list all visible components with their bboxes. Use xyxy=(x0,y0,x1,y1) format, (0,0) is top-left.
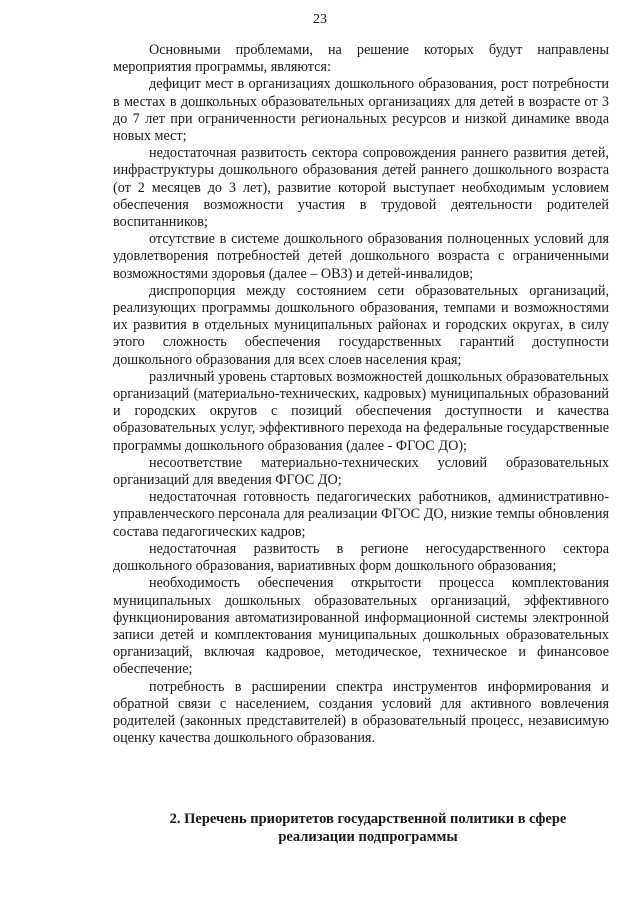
document-body xyxy=(113,42,609,747)
problem-item-deficit-of-places: дефицит мест в организациях дошкольного образования, рост потребности в местах в дошкольных образовательных организациях для детей в возрасте от 3 до 7 лет при ограниченности региональных ресурсов и низкой динамике ввода новых мест; xyxy=(113,76,609,145)
intro-paragraph: Основными проблемами, на решение которых будут направлены мероприятия программы, являются: xyxy=(113,42,609,76)
problem-item-enrollment-transparency: необходимость обеспечения открытости процесса комплектования муниципальных дошкольных образовательных организаций, эффективного функционирования автоматизированной информационной системы электронной записи детей и комплектования муниципальных дошкольных образовательных организаций, включая кадровое, методическое, техническое и финансовое обеспечение; xyxy=(113,575,609,678)
problem-item-feedback-tools: потребность в расширении спектра инструментов информирования и обратной связи с населением, создания условий для активного вовлечения родителей (законных представителей) в образовательный процесс, независимую оценку качества дошкольного образования. xyxy=(113,678,609,747)
section-heading-line-1: 2. Перечень приоритетов государственной политики в сфере xyxy=(169,811,567,827)
problem-item-non-state-sector: недостаточная развитость в регионе негосударственного сектора дошкольного образования, вариативных форм дошкольного образования; xyxy=(113,540,609,575)
problem-item-ovz-conditions: отсутствие в системе дошкольного образования полноценных условий для удовлетворения потребностей детей дошкольного возраста с ограниченными возможностями здоровья (далее – ОВЗ) и детей-инвалидов; xyxy=(113,231,609,282)
problem-item-staff-readiness: недостаточная готовность педагогических работников, административно-управленческого персонала для реализации ФГОС ДО, низкие темпы обновления состава педагогических кадров; xyxy=(113,489,609,540)
problem-item-material-conditions: несоответствие материально-технических условий образовательных организаций для введения ФГОС ДО; xyxy=(113,454,609,489)
problem-item-early-development: недостаточная развитость сектора сопровождения раннего развития детей, инфраструктуры дошкольного образования детей раннего дошкольного возраста (от 2 месяцев до 3 лет), развитие которой выступает необходимым условием обеспечения возможности участия в трудовой деятельности родителей воспитанников; xyxy=(113,145,609,231)
section-heading xyxy=(113,810,623,846)
problem-item-starting-opportunities: различный уровень стартовых возможностей дошкольных образовательных организаций (материально-технических, кадровых) муниципальных образований и городских округов с позиций обеспечения доступности и качества образовательных услуг, эффективного перехода на федеральные государственные программы дошкольного образования (далее - ФГОС ДО); xyxy=(113,368,609,454)
problem-item-network-disproportion: диспропорция между состоянием сети образовательных организаций, реализующих программы дошкольного образования, темпами и возможностями их развития в отдельных муниципальных районах и городских округах, в силу этого сложность обеспечения государственных гарантий доступности дошкольного образования для всех слоев населения края; xyxy=(113,282,609,368)
page-number: 23 xyxy=(313,12,327,27)
section-heading-line-2: реализации подпрограммы xyxy=(278,829,458,845)
